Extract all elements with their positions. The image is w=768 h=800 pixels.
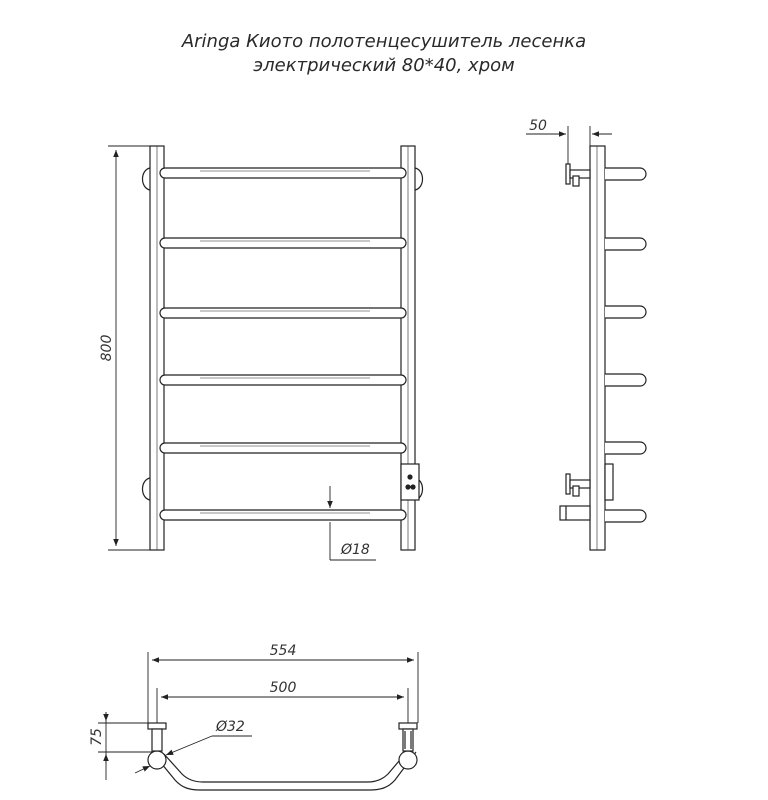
rung-2 bbox=[160, 238, 406, 248]
depth-label: 50 bbox=[529, 118, 547, 134]
left-bottom-mount bbox=[143, 478, 151, 500]
side-top-bracket bbox=[566, 164, 590, 186]
side-view bbox=[560, 146, 646, 550]
right-top-mount bbox=[415, 168, 423, 190]
rung-6 bbox=[160, 510, 406, 520]
rung-5 bbox=[160, 443, 406, 453]
side-rung-3 bbox=[605, 306, 646, 318]
post-diameter-label: Ø32 bbox=[216, 719, 245, 735]
top-right-bracket bbox=[399, 723, 417, 751]
left-top-mount bbox=[143, 168, 151, 190]
side-bottom-bracket bbox=[566, 474, 590, 496]
heater-control-block bbox=[401, 464, 419, 500]
rung-4 bbox=[160, 375, 406, 385]
title-line-1: Aringa Киото полотенцесушитель лесенка bbox=[181, 31, 587, 52]
side-rung-4 bbox=[605, 374, 646, 386]
center-distance-label: 500 bbox=[269, 680, 297, 696]
height-label: 800 bbox=[99, 334, 115, 362]
top-left-bracket bbox=[148, 723, 166, 751]
bar-diameter-label: Ø18 bbox=[341, 542, 370, 558]
front-view bbox=[143, 146, 423, 550]
top-right-post bbox=[399, 751, 417, 769]
rung-3 bbox=[160, 308, 406, 318]
control-indicator-1 bbox=[408, 475, 412, 479]
mount-offset-dimension bbox=[98, 712, 152, 780]
top-rung-outer bbox=[152, 752, 416, 790]
rungs bbox=[160, 168, 406, 520]
side-heater-plug bbox=[560, 506, 590, 520]
total-width-label: 554 bbox=[269, 643, 297, 659]
side-post bbox=[590, 146, 605, 550]
top-left-post bbox=[148, 751, 166, 769]
control-indicator-3 bbox=[411, 485, 415, 489]
top-view bbox=[148, 723, 417, 790]
side-control-block bbox=[605, 464, 613, 500]
title-line-2: электрический 80*40, хром bbox=[253, 55, 515, 76]
control-indicator-2 bbox=[406, 485, 410, 489]
side-rung-1 bbox=[605, 168, 646, 180]
side-rung-2 bbox=[605, 238, 646, 250]
mount-offset-label: 75 bbox=[89, 728, 105, 746]
top-rung-inner bbox=[164, 754, 405, 782]
rung-1 bbox=[160, 168, 406, 178]
side-rung-5 bbox=[605, 442, 646, 454]
side-rung-6 bbox=[605, 510, 646, 522]
